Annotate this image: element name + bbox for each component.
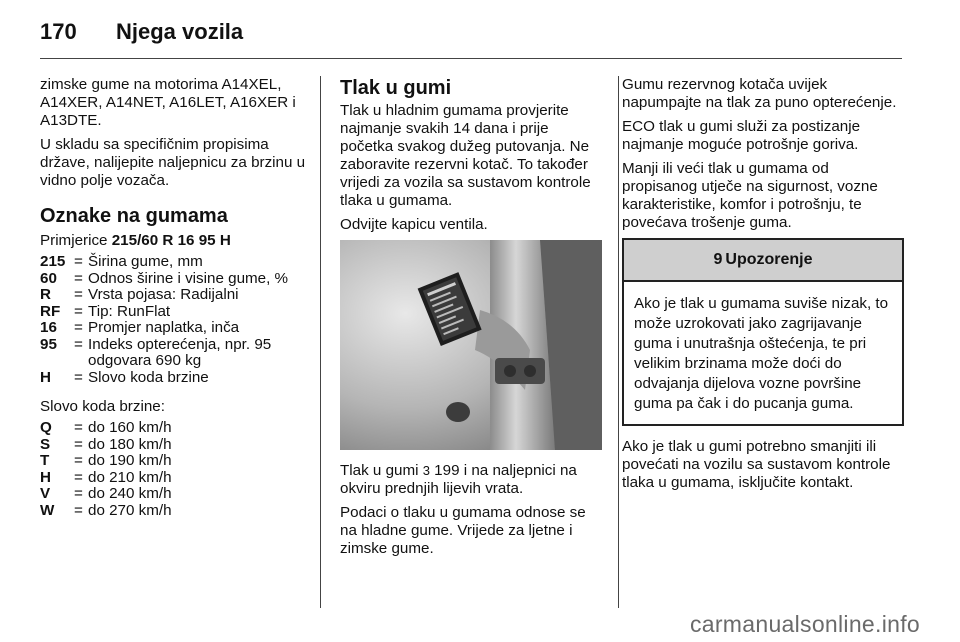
page-title: Njega vozila	[116, 19, 244, 44]
paragraph: Tlak u hladnim gumama provjerite najmanje svakih 14 dana i prije početka svakog dužeg putovanja. Ne zaboravite rezervni kotač. To također vrijedi za vozila sa sustavom kontrole tlaka u gumama.	[340, 102, 591, 209]
definition-term: H	[40, 468, 51, 486]
column-divider	[618, 76, 619, 608]
definition-term: RF	[40, 302, 61, 320]
paragraph: Odvijte kapicu ventila.	[340, 216, 488, 233]
paragraph-pressure-ref	[340, 462, 605, 498]
definition-desc: do 190 km/h	[88, 452, 172, 469]
definition-term: V	[40, 485, 51, 502]
definition-desc: Vrsta pojasa: Radijalni	[88, 286, 239, 303]
definition-equals: =	[74, 501, 83, 519]
text-span: 199 i na naljepnici na okviru prednjih lijevih vrata.	[340, 462, 577, 497]
warning-box	[622, 238, 904, 426]
definition-term: T	[40, 452, 50, 469]
warning-text: Ako je tlak u gumama suviše nizak, to može uzrokovati jako zagrijavanje guma i unutrašnja oštećenja, te pri velikim brzinama može doći do odvajanja dijelova vozne površine guma pa čak i do pucanja guma.	[634, 295, 889, 412]
definition-row	[40, 486, 308, 503]
paragraph: Podaci o tlaku u gumama odnose se na hladne gume. Vrijede za ljetne i zimske gume.	[340, 504, 586, 557]
paragraph: Manji ili veći tlak u gumama od propisanog utječe na sigurnost, vozne karakteristike, komfor i potrošnju, te povećava trošenje guma.	[622, 160, 878, 231]
column-divider	[320, 76, 321, 608]
column-middle	[340, 76, 605, 564]
definition-row	[40, 271, 308, 288]
definition-term: 16	[40, 319, 57, 336]
definition-equals: =	[74, 319, 83, 336]
definition-desc: Indeks opterećenja, npr. 95 odgovara 690 kg	[88, 335, 272, 369]
definition-term: W	[40, 501, 55, 519]
definition-desc: do 210 km/h	[88, 468, 172, 486]
definition-equals: =	[74, 368, 83, 386]
paragraph: Ako je tlak u gumi potrebno smanjiti ili povećati na vozilu sa sustavom kontrole tlaka u gumama, isključite kontakt.	[622, 438, 891, 491]
paragraph: Gumu rezervnog kotača uvijek napumpajte na tlak za puno opterećenje.	[622, 76, 897, 111]
example-line	[40, 232, 308, 250]
definition-row	[40, 304, 308, 321]
page-number: 170	[40, 19, 77, 44]
definition-row	[40, 337, 308, 370]
definition-term: 215	[40, 253, 66, 270]
definition-term: 95	[40, 335, 57, 353]
definition-row	[40, 470, 308, 487]
text-span: Tlak u gumi	[340, 462, 423, 479]
paragraph: zimske gume na motorima A14XEL, A14XER, A14NET, A16LET, A16XER i A13DTE.	[40, 76, 296, 129]
definition-equals: =	[74, 419, 83, 436]
definition-term: H	[40, 368, 51, 386]
definition-equals: =	[74, 286, 83, 303]
definition-equals: =	[74, 335, 83, 353]
example-label: Primjerice	[40, 232, 112, 249]
definition-equals: =	[74, 485, 83, 502]
warning-icon: 9	[713, 251, 723, 268]
definition-row	[40, 287, 308, 304]
definition-desc: Odnos širine i visine gume, %	[88, 269, 289, 287]
definition-term: R	[40, 286, 51, 303]
definition-equals: =	[74, 302, 83, 320]
tyre-marks-list	[40, 254, 308, 386]
definition-row	[40, 370, 308, 387]
definition-equals: =	[74, 253, 83, 270]
tyre-pressure-label-photo	[340, 240, 602, 450]
section-heading-tyre-marks: Oznake na gumama	[40, 205, 228, 227]
header-divider	[40, 58, 902, 59]
definition-term: S	[40, 435, 51, 453]
speed-codes-list	[40, 420, 308, 519]
definition-row	[40, 320, 308, 337]
definition-row	[40, 437, 308, 454]
paragraph: ECO tlak u gumi služi za postizanje najmanje moguće potrošnje goriva.	[622, 118, 861, 153]
definition-row	[40, 254, 308, 271]
definition-desc: do 160 km/h	[88, 419, 172, 436]
definition-equals: =	[74, 269, 83, 287]
definition-equals: =	[74, 468, 83, 486]
column-left	[40, 76, 308, 531]
definition-desc: Tip: RunFlat	[88, 302, 171, 320]
definition-desc: Promjer naplatka, inča	[88, 319, 240, 336]
warning-header	[624, 240, 902, 282]
example-value: 215/60 R 16 95 H	[111, 232, 231, 249]
definition-equals: =	[74, 435, 83, 453]
definition-desc: Širina gume, mm	[88, 253, 203, 270]
page-reference-arrow-icon: 3	[422, 463, 430, 478]
definition-row	[40, 503, 308, 520]
watermark: carmanualsonline.info	[689, 611, 920, 637]
definition-term: Q	[40, 419, 52, 436]
definition-row	[40, 453, 308, 470]
definition-desc: do 240 km/h	[88, 485, 172, 502]
warning-title: Upozorenje	[725, 251, 813, 268]
definition-desc: do 270 km/h	[88, 501, 172, 519]
paragraph: U skladu sa specifičnim propisima države, nalijepite naljepnicu za brzinu u vidno polje vozača.	[40, 136, 306, 189]
speed-intro: Slovo koda brzine:	[40, 398, 165, 415]
definition-term: 60	[40, 269, 57, 287]
column-right	[622, 76, 904, 498]
definition-desc: do 180 km/h	[88, 435, 172, 453]
section-heading-tyre-pressure: Tlak u gumi	[340, 77, 452, 99]
page-header	[40, 14, 243, 50]
definition-equals: =	[74, 452, 83, 469]
definition-row	[40, 420, 308, 437]
definition-desc: Slovo koda brzine	[88, 368, 209, 386]
